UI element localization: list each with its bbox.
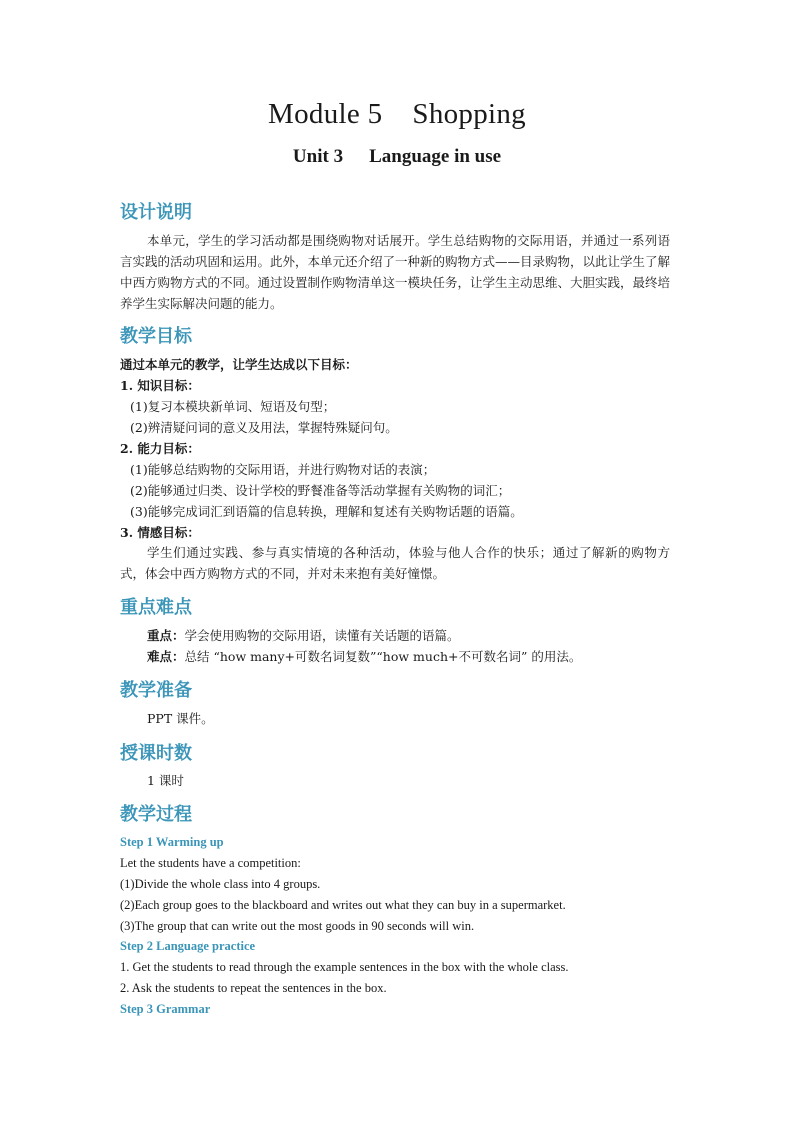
knowledge-label: 1. 知识目标：	[120, 378, 200, 393]
module-label: Module 5	[268, 98, 383, 130]
ability-item: (3)能够完成词汇到语篇的信息转换，理解和复述有关购物话题的语篇。	[130, 504, 523, 519]
knowledge-item: (1)复习本模块新单词、短语及句型；	[130, 399, 336, 414]
emotion-paragraph: 学生们通过实践、参与真实情境的各种活动，体验与他人合作的快乐；通过了解新的购物方式，体会中西方购物方式的不同，并对未来抱有美好憧憬。	[120, 545, 670, 581]
module-topic: Shopping	[412, 98, 526, 130]
unit-subtitle	[0, 146, 794, 168]
objectives-heading: 教学目标	[120, 326, 192, 347]
step-1-line: (1)Divide the whole class into 4 groups.	[120, 877, 321, 891]
step-1-line: (3)The group that can write out the most goods in 90 seconds will win.	[120, 919, 475, 933]
step-2-line: 1. Get the students to read through the example sentences in the box with the whole class.	[120, 960, 569, 974]
ability-item: (1)能够总结购物的交际用语，并进行购物对话的表演；	[130, 462, 436, 477]
unit-label: Unit 3	[292, 146, 344, 167]
prep-text: PPT 课件。	[147, 711, 214, 726]
keypoints-heading: 重点难点	[120, 597, 192, 618]
knowledge-item: (2)辨清疑问词的意义及用法，掌握特殊疑问句。	[130, 420, 398, 435]
key-point	[147, 627, 460, 645]
step-1-title: Step 1 Warming up	[120, 835, 224, 849]
emotion-label: 3. 情感目标：	[120, 525, 200, 540]
step-2-line: 2. Ask the students to repeat the sentences in the box.	[120, 981, 387, 995]
design-paragraph: 本单元，学生的学习活动都是围绕购物对话展开。学生总结购物的交际用语，并通过一系列语言实践的活动巩固和运用。此外，本单元还介绍了一种新的购物方式——目录购物，以此让学生了解中西方购物方式的不同。通过设置制作购物清单这一模块任务，让学生主动思维、大胆实践，最终培养学生实际解决问题的能力。	[120, 233, 671, 311]
prep-heading: 教学准备	[120, 680, 192, 701]
step-1-line: (2)Each group goes to the blackboard and writes out what they can buy in a supermarket.	[120, 898, 566, 912]
unit-topic: Language in use	[369, 146, 502, 167]
hours-text: 1 课时	[147, 773, 184, 788]
step-1-line: Let the students have a competition:	[120, 856, 301, 870]
design-heading: 设计说明	[120, 202, 192, 223]
difficult-text: 总结 “how many+可数名词复数”“how much+不可数名词” 的用法。	[184, 649, 582, 664]
key-text: 学会使用购物的交际用语，读懂有关话题的语篇。	[184, 628, 460, 643]
hours-heading: 授课时数	[120, 743, 192, 764]
step-2-title: Step 2 Language practice	[120, 939, 256, 953]
difficult-label: 难点：	[147, 649, 185, 664]
objectives-intro: 通过本单元的教学，让学生达成以下目标：	[120, 357, 358, 372]
difficult-point	[147, 648, 581, 666]
page-title	[0, 98, 794, 131]
ability-item: (2)能够通过归类、设计学校的野餐准备等活动掌握有关购物的词汇；	[130, 483, 511, 498]
ability-label: 2. 能力目标：	[120, 441, 200, 456]
key-label: 重点：	[147, 628, 185, 643]
step-3-title: Step 3 Grammar	[120, 1002, 211, 1016]
process-heading: 教学过程	[120, 804, 192, 825]
